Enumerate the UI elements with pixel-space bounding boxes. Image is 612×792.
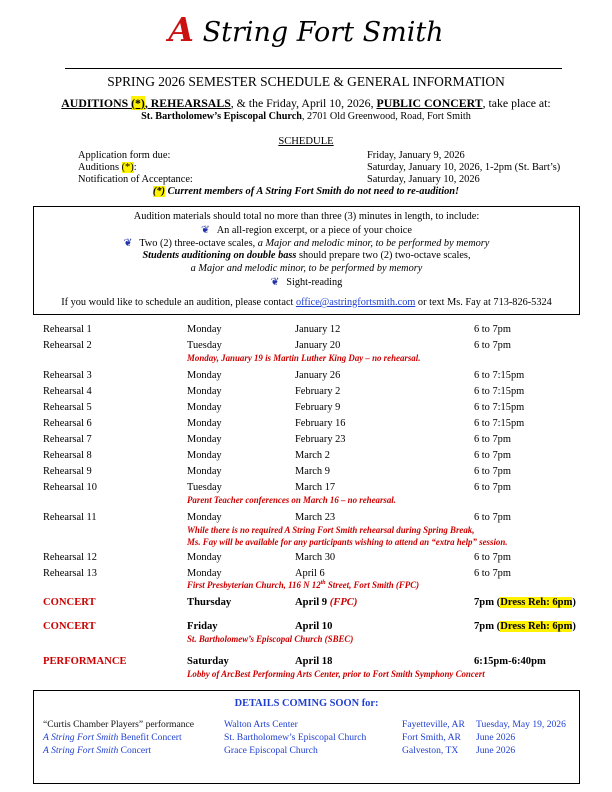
details-event: [43, 745, 151, 756]
details-venue: St. Bartholomew’s Episcopal Church: [224, 732, 367, 743]
event-date: April 10: [295, 621, 333, 632]
bass-requirement: [34, 250, 579, 261]
dress-rehearsal-badge: Dress Reh: 6pm: [500, 621, 573, 632]
rehearsal-day: Monday: [187, 370, 222, 381]
event-type: PERFORMANCE: [43, 656, 127, 667]
fpc-note-a: First Presbyterian Church, 116 N 12: [187, 580, 321, 590]
bass-requirement-2: [34, 263, 579, 274]
rehearsal-day: Monday: [187, 324, 222, 335]
bullet-icon: ❦: [270, 277, 280, 288]
rehearsal-name: Rehearsal 13: [43, 568, 97, 579]
details-event: [43, 732, 182, 743]
audition-item-sight-reading-text: Sight-reading: [286, 277, 343, 288]
details-event: “Curtis Chamber Players” performance: [43, 719, 195, 730]
auditions-mark: (*): [131, 96, 145, 110]
details-venue: Walton Arts Center: [224, 719, 298, 730]
auditions-label-colon: :: [133, 162, 137, 173]
rehearsal-time: 6 to 7:15pm: [474, 370, 525, 381]
rehearsal-name: Rehearsal 2: [43, 340, 92, 351]
rehearsal-day: Monday: [187, 512, 222, 523]
schedule-heading: SCHEDULE: [278, 136, 334, 147]
rehearsal-name: Rehearsal 8: [43, 450, 92, 461]
rehearsal-date: February 16: [295, 418, 346, 429]
logo-initial: A: [168, 10, 195, 49]
logo-text: String Fort Smith: [194, 17, 444, 48]
rehearsal-date: January 20: [295, 340, 341, 351]
event-day: Friday: [187, 621, 218, 632]
bullet-icon: ❦: [201, 225, 210, 236]
schedule-value-application: Friday, January 9, 2026: [367, 150, 465, 161]
rehearsal-date: January 12: [295, 324, 341, 335]
contact-email-link[interactable]: office@astringfortsmith.com: [295, 297, 416, 308]
audition-item-excerpt-text: An all-region excerpt, or a piece of your choice: [216, 225, 412, 236]
header-divider: [65, 68, 562, 69]
rehearsal-date: March 9: [295, 466, 330, 477]
audition-item-scales: [34, 237, 579, 249]
details-city: Fayetteville, AR: [402, 719, 465, 730]
bass-students: Students auditioning on double bass: [142, 250, 297, 261]
rehearsal-day: Monday: [187, 568, 222, 579]
rehearsal-time: 6 to 7pm: [474, 324, 511, 335]
contact-text: If you would like to schedule an audition, please contact: [61, 297, 296, 308]
event-time: 6:15pm-6:40pm: [474, 656, 546, 667]
rehearsal-time: 6 to 7pm: [474, 450, 511, 461]
rehearsal-note: [187, 580, 419, 590]
rehearsal-day: Monday: [187, 418, 222, 429]
rehearsal-day: Monday: [187, 450, 222, 461]
rehearsal-date: February 2: [295, 386, 341, 397]
rehearsal-day: Monday: [187, 402, 222, 413]
schedule-label-application: Application form due:: [78, 150, 171, 161]
rehearsal-time: 6 to 7pm: [474, 482, 511, 493]
rehearsal-note: Parent Teacher conferences on March 16 – no rehearsal.: [187, 495, 396, 505]
rehearsal-day: Monday: [187, 466, 222, 477]
details-date: June 2026: [476, 745, 516, 756]
event-date: April 18: [295, 656, 333, 667]
church-name: St. Bartholomew’s Episcopal Church: [141, 111, 302, 122]
public-concert-word: PUBLIC CONCERT: [376, 96, 483, 110]
rehearsal-date: March 23: [295, 512, 336, 523]
rehearsal-name: Rehearsal 10: [43, 482, 97, 493]
details-date: June 2026: [476, 732, 516, 743]
details-box: [33, 690, 580, 784]
rehearsal-time: 6 to 7pm: [474, 552, 511, 563]
auditions-end: , take place at:: [482, 96, 551, 110]
auditions-line: [0, 96, 612, 111]
rehearsal-day: Tuesday: [187, 340, 222, 351]
rehearsal-day: Monday: [187, 434, 222, 445]
rehearsal-date: February 9: [295, 402, 341, 413]
bass-scales: should prepare two (2) two-octave scales,: [296, 250, 471, 261]
audition-contact: [34, 297, 579, 308]
rehearsal-name: Rehearsal 7: [43, 434, 92, 445]
fpc-note-b: Street, Fort Smith (FPC): [325, 580, 420, 590]
fpc-note-sup: th: [320, 580, 326, 587]
auditions-label-mark: (*): [121, 162, 134, 173]
rehearsal-note: Monday, January 19 is Martin Luther King Day – no rehearsal.: [187, 353, 421, 363]
rehearsal-name: Rehearsal 9: [43, 466, 92, 477]
rehearsal-date: March 2: [295, 450, 330, 461]
audition-requirements-box: [33, 206, 580, 315]
church-address: , 2701 Old Greenwood, Road, Fort Smith: [301, 111, 471, 122]
current-mark: (*): [152, 186, 166, 197]
event-time: [474, 621, 576, 632]
rehearsal-name: Rehearsal 5: [43, 402, 92, 413]
rehearsal-date: January 26: [295, 370, 341, 381]
event-time-close: ): [572, 597, 576, 608]
rehearsal-time: 6 to 7pm: [474, 466, 511, 477]
auditions-label-text: Auditions: [78, 162, 122, 173]
event-date: [295, 597, 357, 608]
event-day: Thursday: [187, 597, 232, 608]
rehearsal-time: 6 to 7:15pm: [474, 418, 525, 429]
details-city: Galveston, TX: [402, 745, 459, 756]
rehearsal-time: 6 to 7pm: [474, 434, 511, 445]
contact-phone-text: or text Ms. Fay at 713-826-5324: [415, 297, 552, 308]
current-members-note: [0, 186, 612, 197]
dress-rehearsal-badge: Dress Reh: 6pm: [500, 597, 573, 608]
church-line: [0, 111, 612, 122]
details-event-rest: Concert: [118, 745, 152, 756]
rehearsal-note: While there is no required A String Fort Smith rehearsal during Spring Break,: [187, 525, 475, 535]
event-time-text: 7pm (: [474, 621, 501, 632]
event-time-close: ): [572, 621, 576, 632]
rehearsal-note-2: Ms. Fay will be available for any participants wishing to attend an “extra help” session.: [187, 537, 508, 547]
logo: [0, 10, 612, 49]
auditions-mid: , & the Friday, April 10, 2026,: [230, 96, 377, 110]
rehearsal-time: 6 to 7pm: [474, 568, 511, 579]
semester-heading: SPRING 2026 SEMESTER SCHEDULE & GENERAL INFORMATION: [107, 74, 505, 89]
current-text: Current members of A String Fort Smith do not need to re-audition!: [165, 186, 460, 197]
rehearsal-time: 6 to 7pm: [474, 340, 511, 351]
details-event-rest: Benefit Concert: [118, 732, 182, 743]
rehearsal-time: 6 to 7:15pm: [474, 386, 525, 397]
rehearsal-name: Rehearsal 3: [43, 370, 92, 381]
rehearsal-name: Rehearsal 4: [43, 386, 92, 397]
bullet-icon: ❦: [123, 238, 133, 249]
event-venue-code: (FPC): [329, 597, 358, 608]
rehearsal-day: Tuesday: [187, 482, 222, 493]
audition-item-sight-reading: [34, 276, 579, 288]
details-event-italic: A String Fort Smith: [43, 745, 119, 756]
rehearsal-date: March 30: [295, 552, 336, 563]
schedule-value-auditions: Saturday, January 10, 2026, 1-2pm (St. Bart’s): [367, 162, 561, 173]
bass-scales-italic: a Major and melodic minor, to be performed by memory: [190, 263, 423, 274]
event-note: St. Bartholomew’s Episcopal Church (SBEC): [187, 634, 354, 644]
rehearsal-time: 6 to 7pm: [474, 512, 511, 523]
rehearsal-name: Rehearsal 11: [43, 512, 97, 523]
audition-item-scales-text: Two (2) three-octave scales,: [139, 238, 258, 249]
event-time: [474, 597, 576, 608]
event-type: CONCERT: [43, 597, 96, 608]
audition-intro: Audition materials should total no more than three (3) minutes in length, to include:: [133, 211, 480, 222]
event-time-text: 7pm (: [474, 597, 501, 608]
details-venue: Grace Episcopal Church: [224, 745, 318, 756]
rehearsal-time: 6 to 7:15pm: [474, 402, 525, 413]
details-event-italic: A String Fort Smith: [43, 732, 119, 743]
auditions-word: AUDITIONS: [61, 96, 132, 110]
rehearsal-name: Rehearsal 12: [43, 552, 97, 563]
rehearsal-name: Rehearsal 1: [43, 324, 92, 335]
schedule-label-notification: Notification of Acceptance:: [78, 174, 193, 185]
event-type: CONCERT: [43, 621, 96, 632]
rehearsal-date: March 17: [295, 482, 336, 493]
audition-item-excerpt: [34, 224, 579, 236]
schedule-label-auditions: [78, 162, 137, 173]
audition-item-scales-italic: a Major and melodic minor, to be performed by memory: [257, 238, 490, 249]
rehearsal-day: Monday: [187, 552, 222, 563]
details-heading: DETAILS COMING SOON for:: [234, 698, 379, 709]
details-date: Tuesday, May 19, 2026: [476, 719, 566, 730]
rehearsal-date: April 6: [295, 568, 325, 579]
schedule-value-notification: Saturday, January 10, 2026: [367, 174, 480, 185]
rehearsal-date: February 23: [295, 434, 346, 445]
event-day: Saturday: [187, 656, 229, 667]
event-note: Lobby of ArcBest Performing Arts Center, prior to Fort Smith Symphony Concert: [187, 669, 485, 679]
rehearsal-name: Rehearsal 6: [43, 418, 92, 429]
rehearsals-word: , REHEARSALS: [144, 96, 231, 110]
event-date-text: April 9: [295, 597, 330, 608]
rehearsal-day: Monday: [187, 386, 222, 397]
details-city: Fort Smith, AR: [402, 732, 461, 743]
